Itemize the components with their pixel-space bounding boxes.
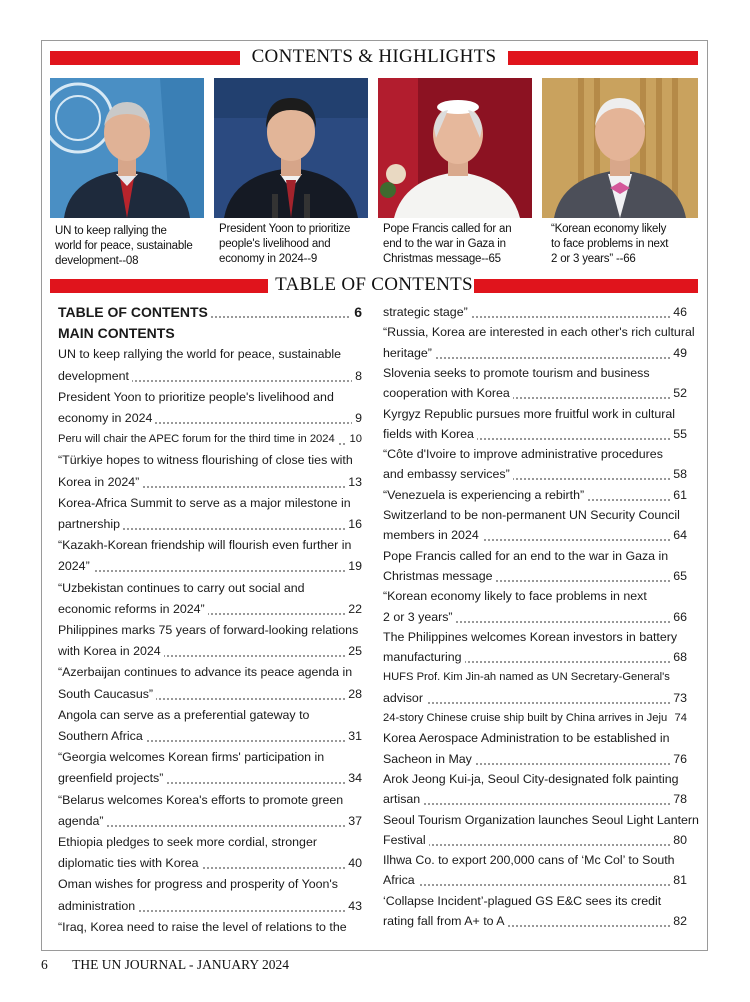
toc-entry (383, 891, 687, 911)
toc-entry-title: President Yoon to prioritize people's livelihood and (58, 387, 337, 407)
toc-entry-page: 49 (670, 343, 687, 363)
toc-entry-page: 13 (345, 472, 362, 492)
toc-entry (58, 323, 362, 343)
toc-entry (383, 647, 687, 667)
toc-entry-page: 82 (670, 911, 687, 931)
toc-entry-title: ‘Collapse Incident’-plagued GS E&C sees its credit (383, 891, 664, 911)
toc-entry (383, 667, 687, 687)
toc-entry (383, 525, 687, 545)
toc-entry-title: Oman wishes for progress and prosperity of Yoon's (58, 874, 341, 894)
highlight-caption-guterres: UN to keep rallying the world for peace, sustainable development--08 (55, 225, 193, 267)
toc-entry-title: “Belarus welcomes Korea's efforts to promote green (58, 790, 346, 810)
toc-entry (58, 917, 362, 937)
toc-entry-title: Christmas message (383, 566, 495, 586)
toc-entry-page: 9 (352, 408, 362, 428)
toc-entry (58, 705, 362, 725)
toc-entry (383, 363, 687, 383)
toc-entry-title: Philippines marks 75 years of forward-looking relations (58, 620, 361, 640)
toc-entry-title: “Türkiye hopes to witness flourishing of close ties with (58, 450, 356, 470)
table-of-contents-banner (50, 274, 698, 295)
toc-entry-page: 68 (670, 647, 687, 667)
toc-entry-page: 52 (670, 383, 687, 403)
toc-entry (383, 769, 687, 789)
toc-entry-title: partnership (58, 514, 123, 534)
toc-entry-title: Seoul Tourism Organization launches Seoul Light Lantern (383, 810, 702, 830)
toc-entry-page: 16 (345, 514, 362, 534)
toc-entry-title: manufacturing (383, 647, 465, 667)
toc-entry-page: 78 (670, 789, 687, 809)
toc-entry (58, 747, 362, 767)
toc-entry-title: development (58, 366, 132, 386)
toc-entry (58, 493, 362, 513)
toc-entry-page: 37 (345, 811, 362, 831)
toc-entry-title: “Kazakh-Korean friendship will flourish even further in (58, 535, 354, 555)
toc-entry-title: agenda” (58, 811, 106, 831)
toc-entry-title: “Azerbaijan continues to advance its peace agenda in (58, 662, 355, 682)
toc-entry (58, 450, 362, 470)
toc-entry-title: “Venezuela is experiencing a rebirth” (383, 485, 587, 505)
toc-entry-title: Kyrgyz Republic pursues more fruitful work in cultural (383, 404, 678, 424)
toc-entry (383, 789, 687, 809)
toc-entry (383, 505, 687, 525)
toc-entry-title: TABLE OF CONTENTS (58, 302, 211, 322)
toc-entry-page: 10 (347, 429, 362, 449)
toc-entry (383, 566, 687, 586)
toc-entry (383, 728, 687, 748)
toc-entry-title: Arok Jeong Kui-ja, Seoul City-designated folk painting (383, 769, 681, 789)
toc-entry-page: 58 (670, 464, 687, 484)
toc-entry-title: Ethiopia pledges to seek more cordial, stronger (58, 832, 320, 852)
toc-entry (58, 620, 362, 640)
highlight-caption-rogers: “Korean economy likely to face problems in next 2 or 3 years” --66 (551, 223, 669, 265)
contents-highlights-banner (50, 46, 698, 67)
toc-entry-title: Korea Aerospace Administration to be established in (383, 728, 673, 748)
toc-entry-page: 40 (345, 853, 362, 873)
toc-entry-page: 64 (670, 525, 687, 545)
toc-entry (58, 599, 362, 619)
toc-entry (383, 749, 687, 769)
toc-entry (383, 464, 687, 484)
toc-entry (58, 535, 362, 555)
toc-entry-page: 81 (670, 870, 687, 890)
toc-entry (383, 810, 699, 830)
toc-entry-title: Slovenia seeks to promote tourism and business (383, 363, 653, 383)
toc-entry-title: MAIN CONTENTS (58, 323, 178, 343)
toc-entry-title: Korea in 2024” (58, 472, 142, 492)
toc-entry (58, 853, 362, 873)
toc-entry-page: 6 (351, 302, 362, 322)
toc-entry (383, 424, 687, 444)
toc-entry-title: “Iraq, Korea need to raise the level of relations to the (58, 917, 350, 937)
toc-entry-page: 76 (670, 749, 687, 769)
toc-entry-title: Switzerland to be non-permanent UN Security Council (383, 505, 683, 525)
toc-entry-title: administration (58, 896, 138, 916)
toc-entry (58, 302, 362, 322)
toc-entry (383, 870, 687, 890)
toc-entry (58, 578, 362, 598)
toc-entry (58, 896, 362, 916)
toc-entry (383, 627, 687, 647)
toc-entry (383, 546, 687, 566)
toc-entry (58, 726, 362, 746)
yoon-photo (214, 78, 368, 218)
toc-entry (58, 768, 362, 788)
toc-entry (383, 383, 687, 403)
toc-entry-title: Ilhwa Co. to export 200,000 cans of ‘Mc Col’ to South (383, 850, 678, 870)
toc-entry (58, 472, 362, 492)
toc-entry (58, 514, 362, 534)
toc-entry (58, 684, 362, 704)
toc-entry-title: 24-story Chinese cruise ship built by China arrives in Jeju (383, 708, 670, 728)
toc-entry-title: 2024” (58, 556, 93, 576)
toc-entry-page: 34 (345, 768, 362, 788)
toc-entry (383, 322, 695, 342)
toc-entry (58, 366, 362, 386)
toc-entry-title: HUFS Prof. Kim Jin-ah named as UN Secretary-General's (383, 667, 673, 687)
toc-entry-page: 25 (345, 641, 362, 661)
toc-entry-title: Sacheon in May (383, 749, 475, 769)
toc-entry (383, 343, 687, 363)
toc-entry-title: strategic stage” (383, 302, 471, 322)
toc-entry-page: 73 (670, 688, 687, 708)
toc-entry (383, 688, 687, 708)
toc-entry-title: and embassy services” (383, 464, 513, 484)
toc-entry-title: artisan (383, 789, 423, 809)
contents-highlights-title: CONTENTS & HIGHLIGHTS (246, 46, 503, 67)
toc-entry-page: 19 (345, 556, 362, 576)
highlight-caption-pope: Pope Francis called for an end to the war in Gaza in Christmas message--65 (383, 223, 512, 265)
toc-entry-title: advisor (383, 688, 426, 708)
toc-entry-title: greenfield projects” (58, 768, 166, 788)
toc-entry (58, 874, 362, 894)
page-footer (41, 957, 289, 973)
toc-entry (58, 556, 362, 576)
toc-entry-title: “Russia, Korea are interested in each other's rich cultural (383, 322, 698, 342)
toc-entry-title: UN to keep rallying the world for peace, sustainable (58, 344, 344, 364)
toc-entry-title: economy in 2024 (58, 408, 155, 428)
toc-entry-page: 8 (352, 366, 362, 386)
toc-entry-page: 74 (672, 708, 687, 728)
toc-entry-page: 46 (670, 302, 687, 322)
toc-entry-title: fields with Korea (383, 424, 477, 444)
toc-entry-title: members in 2024 (383, 525, 482, 545)
toc-entry (383, 444, 687, 464)
pope-francis-photo (378, 78, 532, 218)
toc-entry (383, 830, 687, 850)
toc-entry-page: 80 (670, 830, 687, 850)
toc-entry-title: Korea-Africa Summit to serve as a major milestone in (58, 493, 354, 513)
toc-entry-page: 28 (345, 684, 362, 704)
toc-entry (58, 429, 362, 449)
toc-entry-title: Africa (383, 870, 418, 890)
toc-entry-title: rating fall from A+ to A (383, 911, 508, 931)
toc-entry-title: “Côte d'Ivoire to improve administrative procedures (383, 444, 666, 464)
toc-entry-title: Peru will chair the APEC forum for the third time in 2024 (58, 429, 338, 449)
toc-entry-page: 65 (670, 566, 687, 586)
toc-entry-page: 22 (345, 599, 362, 619)
toc-entry (383, 850, 687, 870)
toc-entry-title: South Caucasus” (58, 684, 156, 704)
toc-entry-page: 31 (345, 726, 362, 746)
toc-entry (383, 586, 687, 606)
highlight-caption-yoon: President Yoon to prioritize people's livelihood and economy in 2024--9 (219, 223, 351, 265)
toc-entry-title: economic reforms in 2024” (58, 599, 208, 619)
toc-entry (58, 387, 362, 407)
toc-entry-title: Angola can serve as a preferential gateway to (58, 705, 312, 725)
toc-entry-title: heritage” (383, 343, 435, 363)
toc-entry-title: Southern Africa (58, 726, 146, 746)
toc-entry (383, 302, 687, 322)
toc-entry-title: The Philippines welcomes Korean investors in battery (383, 627, 680, 647)
toc-entry (383, 404, 687, 424)
toc-entry-title: “Uzbekistan continues to carry out social and (58, 578, 308, 598)
toc-entry-title: Pope Francis called for an end to the war in Gaza in (383, 546, 671, 566)
toc-entry-title: 2 or 3 years” (383, 607, 456, 627)
toc-entry-title: “Georgia welcomes Korean firms' participation in (58, 747, 327, 767)
toc-entry (383, 485, 687, 505)
toc-entry (58, 344, 362, 364)
toc-entry-title: cooperation with Korea (383, 383, 513, 403)
publication-name: THE UN JOURNAL - JANUARY 2024 (72, 957, 290, 972)
toc-entry-title: with Korea in 2024 (58, 641, 164, 661)
guterres-photo (50, 78, 204, 218)
toc-entry-page: 43 (345, 896, 362, 916)
page-number: 6 (41, 957, 48, 972)
toc-entry (58, 662, 362, 682)
table-of-contents-title: TABLE OF CONTENTS (275, 274, 473, 295)
toc-entry-title: “Korean economy likely to face problems in next (383, 586, 650, 606)
toc-entry (383, 911, 687, 931)
toc-entry (58, 641, 362, 661)
toc-entry (58, 811, 362, 831)
toc-entry (58, 832, 362, 852)
jim-rogers-photo (542, 78, 698, 218)
toc-entry (58, 790, 362, 810)
toc-entry (383, 708, 687, 728)
toc-entry (383, 607, 687, 627)
toc-entry-page: 66 (670, 607, 687, 627)
toc-entry-page: 55 (670, 424, 687, 444)
toc-entry-title: Festival (383, 830, 429, 850)
toc-entry (58, 408, 362, 428)
toc-entry-title: diplomatic ties with Korea (58, 853, 202, 873)
toc-entry-page: 61 (670, 485, 687, 505)
